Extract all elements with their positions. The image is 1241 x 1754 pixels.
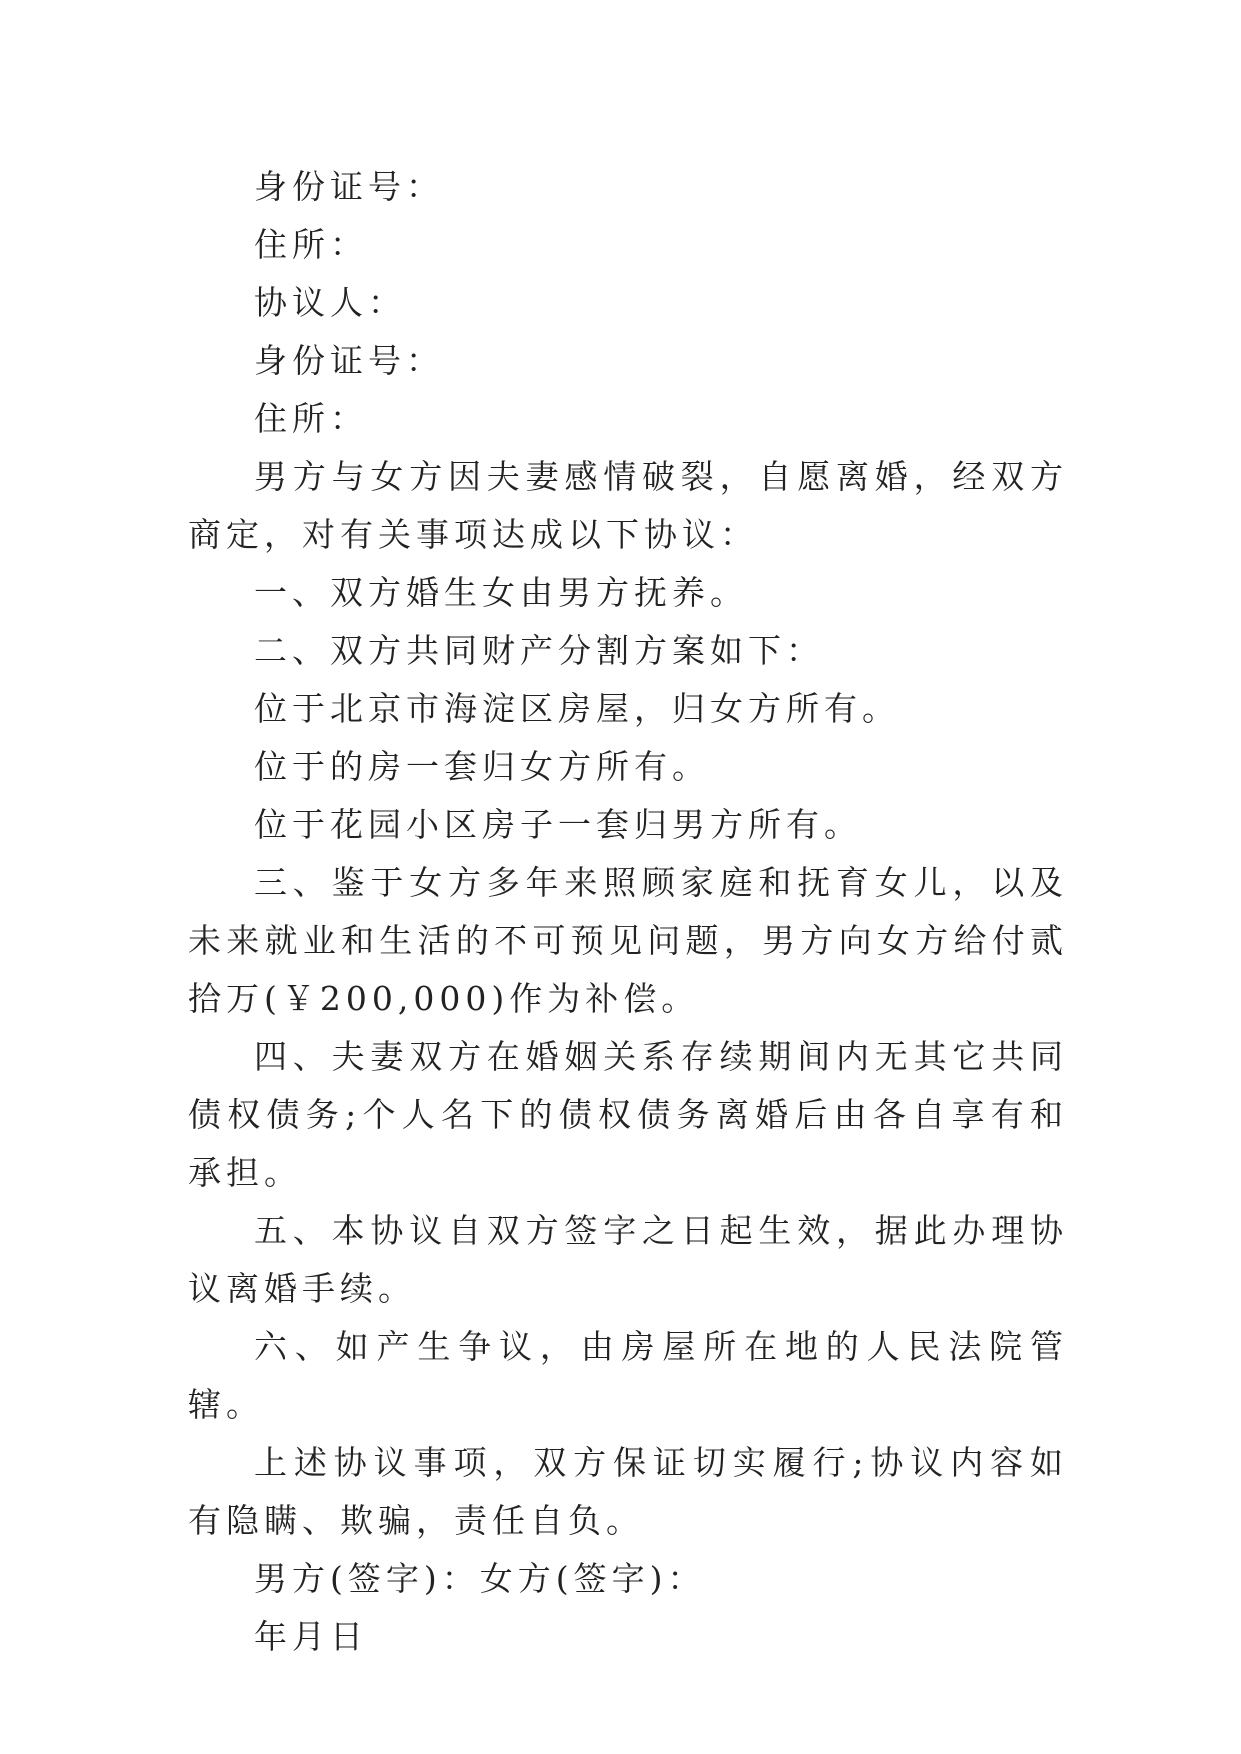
signature-line: 男方(签字)：女方(签字)： bbox=[254, 1559, 706, 1598]
property-item-1: 位于北京市海淀区房屋，归女方所有。 bbox=[254, 689, 900, 728]
party-line: 协议人： bbox=[254, 283, 406, 322]
property-item-3: 位于花园小区房子一套归男方所有。 bbox=[254, 805, 862, 844]
id-number-line-2: 身份证号： bbox=[254, 341, 444, 380]
clause-3: 三、鉴于女方多年来照顾家庭和抚育女儿，以及未来就业和生活的不可预见问题，男方向女方给付贰拾万(￥200,000)作为补偿。 bbox=[188, 863, 1068, 1018]
date-line: 年月日 bbox=[254, 1617, 368, 1656]
address-line-2: 住所： bbox=[254, 399, 368, 438]
clause-5: 五、本协议自双方签字之日起生效，据此办理协议离婚手续。 bbox=[188, 1211, 1068, 1308]
address-line-1: 住所： bbox=[254, 225, 368, 264]
id-number-line-1: 身份证号： bbox=[254, 167, 444, 206]
clause-6: 六、如产生争议，由房屋所在地的人民法院管辖。 bbox=[188, 1327, 1068, 1424]
clause-1: 一、双方婚生女由男方抚养。 bbox=[254, 573, 748, 612]
intro-paragraph: 男方与女方因夫妻感情破裂，自愿离婚，经双方商定，对有关事项达成以下协议： bbox=[188, 457, 1068, 554]
property-item-2: 位于的房一套归女方所有。 bbox=[254, 747, 710, 786]
clause-2: 二、双方共同财产分割方案如下： bbox=[254, 631, 824, 670]
agreement-body bbox=[188, 158, 1068, 1666]
clause-4: 四、夫妻双方在婚姻关系存续期间内无其它共同债权债务;个人名下的债权债务离婚后由各自享有和承担。 bbox=[188, 1037, 1068, 1192]
closing-statement: 上述协议事项，双方保证切实履行;协议内容如有隐瞒、欺骗，责任自负。 bbox=[188, 1443, 1068, 1540]
